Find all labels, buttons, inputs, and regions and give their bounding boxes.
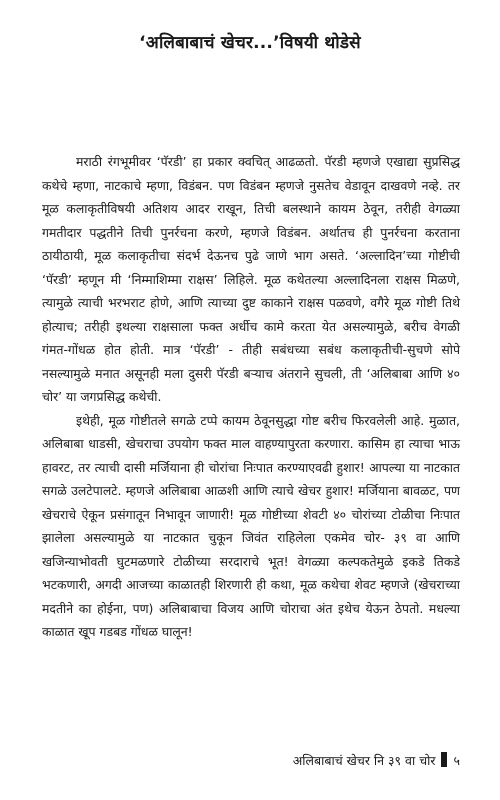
body-text <box>42 150 460 644</box>
footer-separator <box>441 752 447 767</box>
running-title: अलिबाबाचं खेचर नि ३९ वा चोर <box>292 753 436 768</box>
paragraph-2: इथेही, मूळ गोष्टीतले सगळे टप्पे कायम ठेवूनसुद्धा गोष्ट बरीच फिरवलेली आहे. मुळात, अलिबाबा धाडसी, खेचराचा उपयोग फक्त माल वाहण्यापुरता करणारा. कासिम हा त्याचा भाऊ हावरट, तर त्याची दासी मर्जियाना ही चोरांचा निःपात करण्याएवढी हुशार! आपल्या या नाटकात सगळे उलटेपालटे. म्हणजे अलिबाबा आळशी आणि त्याचे खेचर हुशार! मर्जियाना बावळट, पण खेचराचे ऐकून प्रसंगातून निभावून जाणारी! मूळ गोष्टीच्या शेवटी ४० चोरांच्या टोळीचा निःपात झालेला असल्यामुळे या नाटकात चुकून जिवंत राहिलेला एकमेव चोर- ३९ वा आणि खजिन्याभोवती घुटमळणारे टोळीच्या सरदाराचे भूत! वेगळ्या कल्पकतेमुळे इकडे तिकडे भटकणारी, अगदी आजच्या काळातही शिरणारी ही कथा, मूळ कथेचा शेवट म्हणजे (खेचराच्या मदतीने का होईना, पण) अलिबाबाचा विजय आणि चोराचा अंत इथेच येऊन ठेपतो. मधल्या काळात खूप गडबड गोंधळ घालून! <box>42 412 460 639</box>
page-title: ‘अलिबाबाचं खेचर...’विषयी थोडेसे <box>139 33 361 53</box>
page-number: ५ <box>453 753 460 768</box>
paragraph-1: मराठी रंगभूमीवर ‘पॅरडी’ हा प्रकार क्वचित् आढळतो. पॅरडी म्हणजे एखाद्या सुप्रसिद्ध कथेचे म्हणा, नाटकाचे म्हणा, विडंबन. पण विडंबन म्हणजे नुसतेच वेडावून दाखवणे नव्हे. तर मूळ कलाकृतीविषयी अतिशय आदर राखून, तिची बलस्थाने कायम ठेवून, तरीही वेगळ्या गमतीदार पद्धतीने तिची पुनर्रचना करणे, म्हणजे विडंबन. अर्थातच ही पुनर्रचना करताना ठायीठायी, मूळ कलाकृतीचा संदर्भ देऊनच पुढे जाणे भाग असते. ‘अल्लादिन’च्या गोष्टीची ‘पॅरडी’ म्हणून मी ‘निम्माशिम्मा राक्षस’ लिहिले. मूळ कथेतल्या अल्लादिनला राक्षस मिळणे, त्यामुळे त्याची भरभराट होणे, आणि त्याच्या दुष्ट काकाने राक्षस पळवणे, वगैरे मूळ गोष्टी तिथे होत्याच; तरीही इथल्या राक्षसाला फक्त अर्धीच कामे करता येत असल्यामुळे, बरीच वेगळी गंमत-गोंधळ होत होती. मात्र ‘पॅरडी’ - तीही सबंधच्या सबंध कलाकृतीची-सुचणे सोपे नसल्यामुळे मनात असूनही मला दुसरी पॅरडी बऱ्याच अंतराने सुचली, ती ‘अलिबाबा आणि ४० चोर’ या जगप्रसिद्ध कथेची. <box>42 154 460 404</box>
page-footer <box>293 752 460 769</box>
